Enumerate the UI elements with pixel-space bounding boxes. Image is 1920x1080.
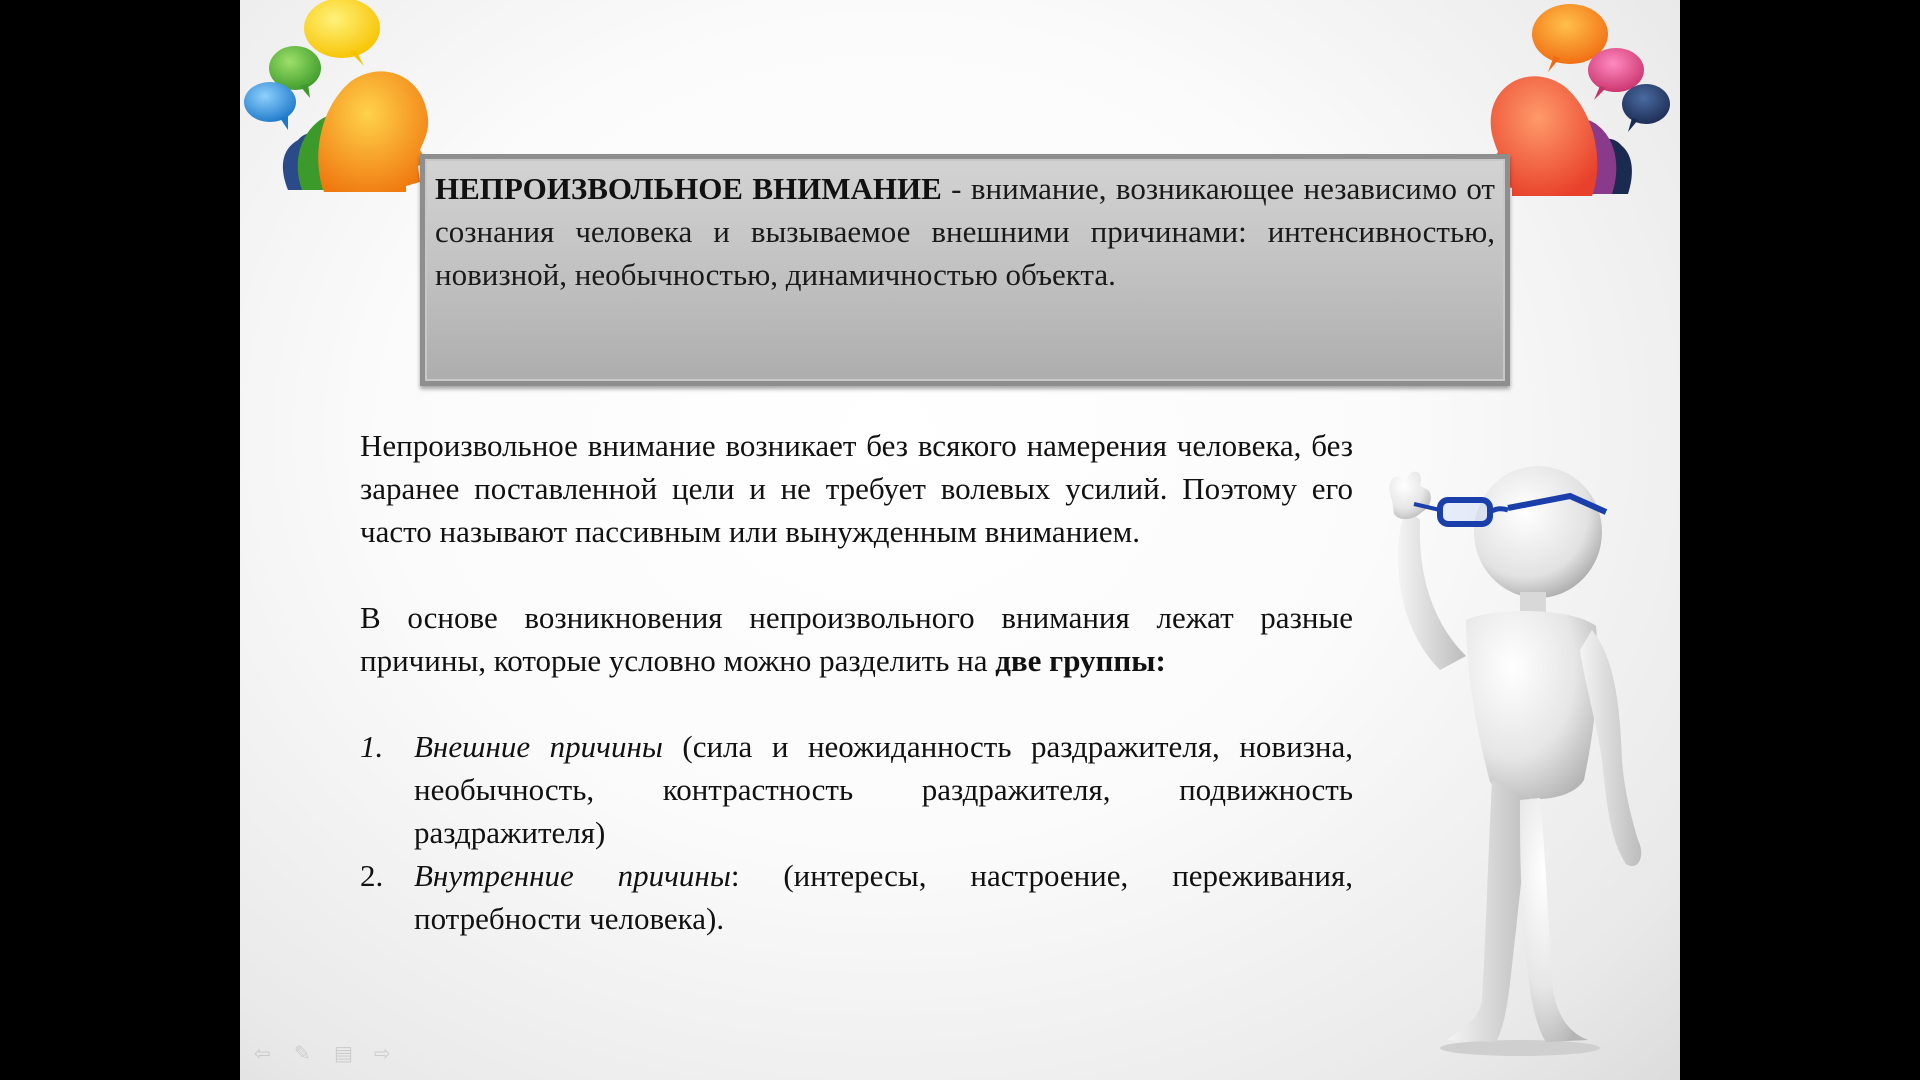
heads-right-illustration bbox=[1488, 0, 1680, 200]
back-arrow-icon[interactable]: ⇦ bbox=[254, 1041, 271, 1065]
slide bbox=[240, 0, 1680, 1080]
definition-box bbox=[420, 154, 1510, 386]
paragraph-1: Непроизвольное внимание возникает без всякого намерения человека, без заранее поставленной цели и не требует волевых усилий. Поэтому его часто называют пассивным или вынужденным вниманием. bbox=[360, 428, 1353, 549]
body-text bbox=[360, 424, 1353, 940]
list-number: 2. bbox=[360, 858, 384, 893]
definition-body: - внимание, возникающее независимо от сознания человека и вызываемое внешними причинами: интенсивностью, новизной, необычностью, динамичностью объекта. bbox=[435, 171, 1495, 292]
list-text bbox=[414, 725, 1353, 854]
list-text bbox=[414, 854, 1353, 940]
forward-arrow-icon[interactable]: ⇨ bbox=[374, 1041, 391, 1065]
definition-term: НЕПРОИЗВОЛЬНОЕ ВНИМАНИЕ bbox=[435, 171, 942, 206]
list-italic: Внешние причины bbox=[414, 729, 663, 764]
list-item bbox=[360, 854, 1353, 940]
list-rest: : (интересы, настроение, переживания, потребности человека). bbox=[414, 858, 1353, 936]
menu-icon[interactable]: ▤ bbox=[334, 1041, 353, 1065]
list-rest: (сила и неожиданность раздражителя, новизна, необычность, контрастность раздражителя, подвижность раздражителя) bbox=[414, 729, 1353, 850]
paragraph-2-bold: две группы: bbox=[995, 643, 1166, 678]
definition-text bbox=[435, 167, 1495, 296]
pen-icon[interactable]: ✎ bbox=[294, 1041, 311, 1065]
heads-left-illustration bbox=[240, 0, 440, 200]
list-item bbox=[360, 725, 1353, 854]
thinking-figure-illustration bbox=[1370, 460, 1670, 1060]
paragraph-2 bbox=[360, 596, 1353, 682]
list-italic: Внутренние причины bbox=[414, 858, 731, 893]
list-number: 1. bbox=[360, 729, 384, 764]
paragraph-2-text: В основе возникновения непроизвольного внимания лежат разные причины, которые условно можно разделить на bbox=[360, 600, 1353, 678]
slide-nav-controls bbox=[254, 1041, 396, 1065]
